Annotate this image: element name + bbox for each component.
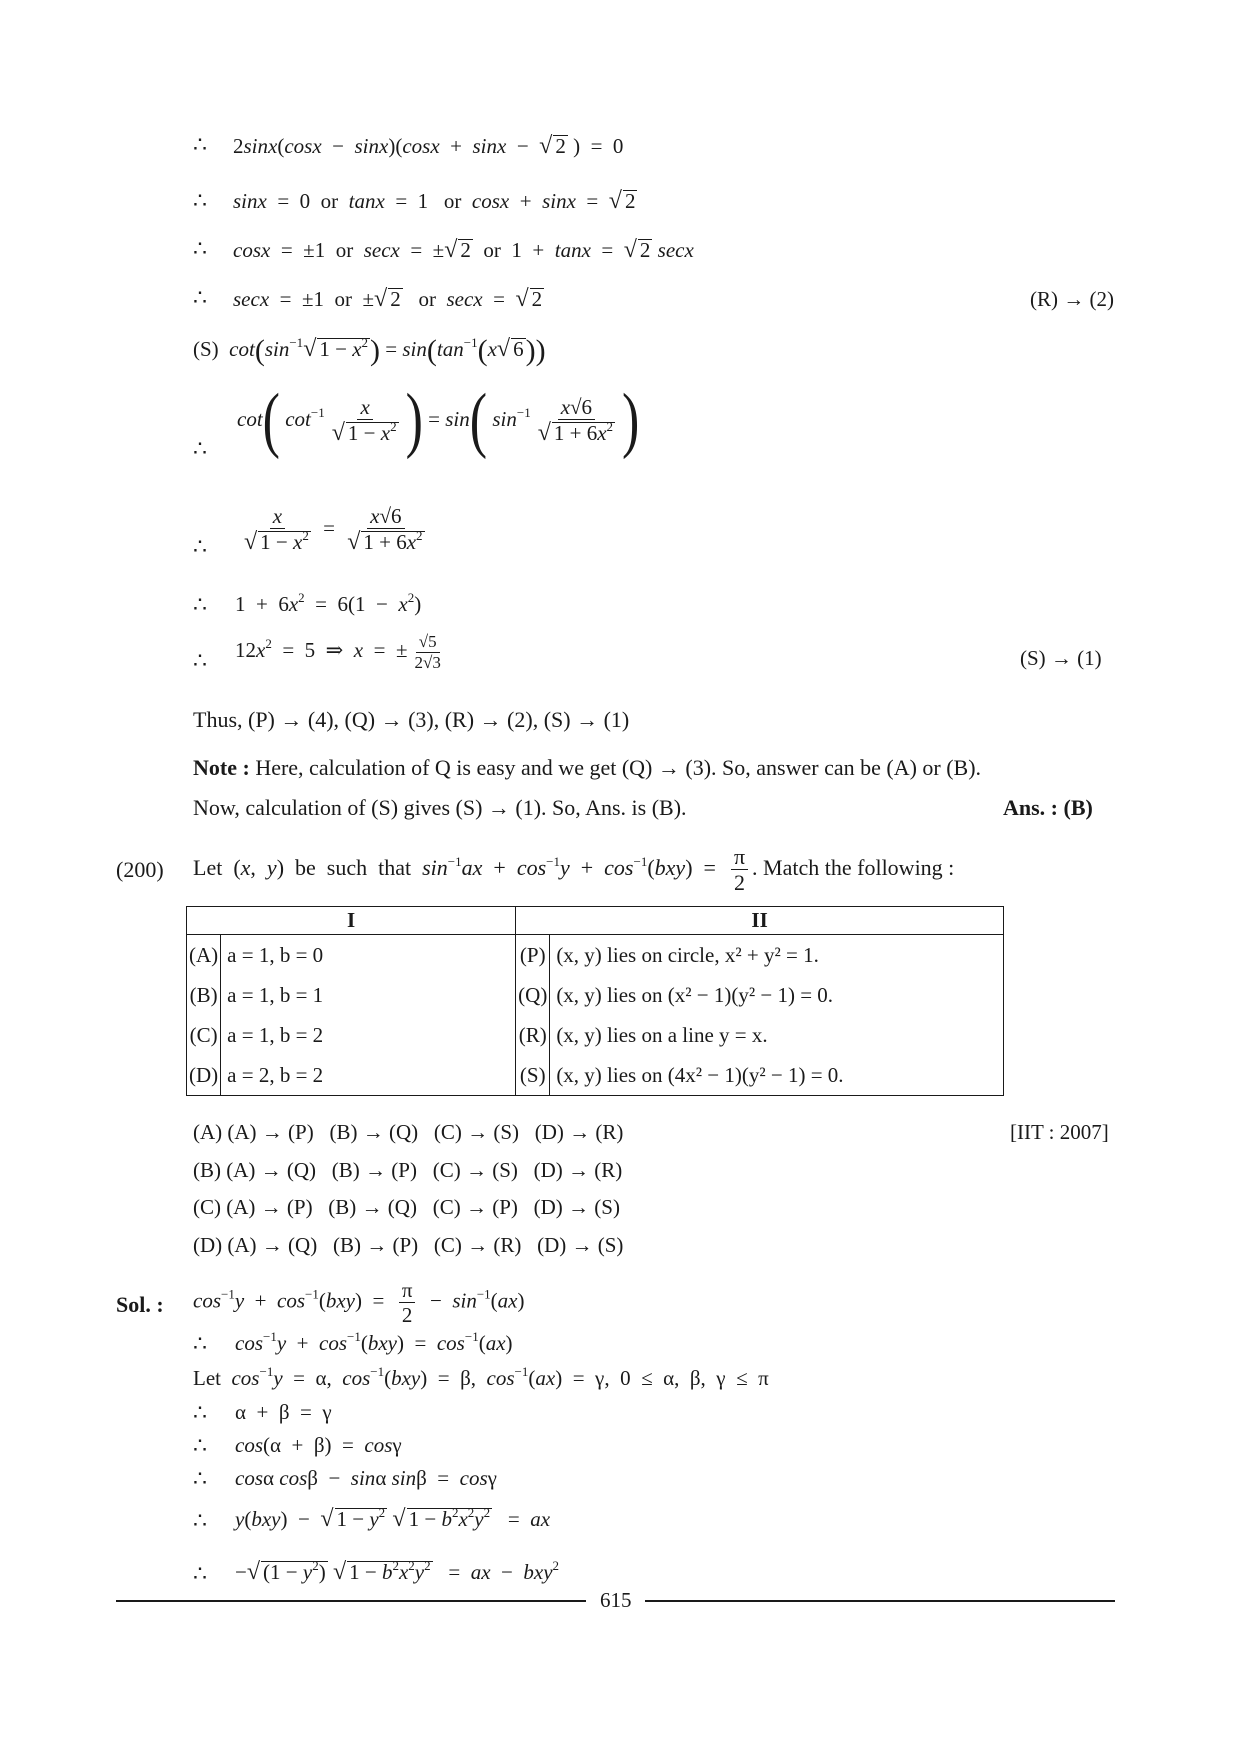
option-c: (C) (A) → (P) (B) → (Q) (C) → (P) (D) → (S): [193, 1195, 620, 1219]
list-ii-item: (x, y) lies on circle, x² + y² = 1.: [550, 935, 1004, 976]
therefore-symbol: ∴: [193, 1331, 207, 1356]
list-i-item: a = 2, b = 2: [221, 1055, 516, 1096]
note-line-1: [193, 757, 981, 779]
therefore-symbol: ∴: [193, 188, 207, 213]
list-ii-label: (Q): [516, 975, 550, 1015]
list-i-item: a = 1, b = 2: [221, 1015, 516, 1055]
therefore-symbol: ∴: [193, 436, 207, 461]
list-ii-item: (x, y) lies on (x² − 1)(y² − 1) = 0.: [550, 975, 1004, 1015]
equation-line: $12x^2 = 5$ ⇒ x = ± $\frac{√5}{2√3}$: [235, 632, 441, 672]
equation-line: cot( $\cot^{-1}$ $\frac{x}{√ 1 - x^2}$ ) = sin( $\sin^{-1}$ $\frac{x√6}{√ 1 + 6x^2}$ ): [237, 380, 640, 461]
therefore-symbol: ∴: [193, 1433, 207, 1458]
therefore-symbol: ∴: [193, 1466, 207, 1491]
equation-line: α + β = γ: [235, 1400, 332, 1424]
note-label: Note :: [193, 755, 250, 780]
question-text: Let (x, y) be such that $\sin^{-1}ax + \cos^{-1}y + \cos^{-1}(bxy)$ = $\frac{\pi}{2}$ . Match the following :: [193, 844, 955, 896]
equation-line: secx = ±1 or ±√ 2 or secx = √ 2: [233, 286, 543, 312]
therefore-symbol: ∴: [193, 534, 207, 559]
match-result-s: (S) → (1): [1020, 646, 1102, 670]
list-i-label: (D): [187, 1055, 221, 1096]
equation-line: cos(α + β) = cosγ: [235, 1433, 402, 1457]
option-a: (A) (A) → (P) (B) → (Q) (C) → (S) (D) → (R): [193, 1120, 624, 1144]
column-ii-header: II: [516, 907, 1004, 935]
equation-line: sinx = 0 or tanx = 1 or cosx + sinx = √ 2: [233, 188, 636, 214]
therefore-symbol: ∴: [193, 592, 207, 617]
list-ii-label: (P): [516, 935, 550, 976]
source-tag: [IIT : 2007]: [1010, 1120, 1109, 1144]
column-i-header: I: [187, 907, 516, 935]
therefore-symbol: ∴: [193, 1400, 207, 1425]
therefore-symbol: ∴: [193, 1508, 207, 1533]
footer-rule-right: [645, 1600, 1115, 1602]
list-ii-label: (R): [516, 1015, 550, 1055]
thus-summary: Thus, (P) → (4), (Q) → (3), (R) → (2), (S) → (1): [193, 707, 630, 732]
footer-rule-left: [116, 1600, 586, 1602]
list-i-item: a = 1, b = 0: [221, 935, 516, 976]
page-number: 615: [600, 1588, 632, 1612]
list-i-label: (C): [187, 1015, 221, 1055]
equation-line: cosα cosβ − sinα sinβ = cosγ: [235, 1466, 497, 1490]
equation-line: −√ $(1 - y^2)$ √ $1 - b^2x^2y^2$ = ax − bxy$^2$: [235, 1558, 560, 1585]
list-ii-item: (x, y) lies on a line y = x.: [550, 1015, 1004, 1055]
list-i-item: a = 1, b = 1: [221, 975, 516, 1015]
equation-line: 2sinx(cosx − sinx)(cosx + sinx − √ 2 ) = 0: [233, 133, 624, 159]
answer-label: Ans. : (B): [1003, 795, 1093, 820]
list-i-label: (A): [187, 935, 221, 976]
therefore-symbol: ∴: [193, 1561, 207, 1586]
therefore-symbol: ∴: [193, 648, 207, 673]
list-ii-item: (x, y) lies on (4x² − 1)(y² − 1) = 0.: [550, 1055, 1004, 1096]
note-line-2: Now, calculation of (S) gives (S) → (1). So, Ans. is (B).: [193, 795, 687, 820]
equation-line: (S) $\cot(\sin^{-1}√$ $1 - x^2) = \sin(\tan^{-1}(x√$ 6)): [193, 334, 546, 368]
match-result-r: (R) → (2): [1030, 287, 1114, 311]
question-number: (200): [116, 857, 164, 882]
list-ii-label: (S): [516, 1055, 550, 1096]
list-i-label: (B): [187, 975, 221, 1015]
equation-line: $\cos^{-1}y + \cos^{-1}(bxy) = \cos^{-1}(ax)$: [235, 1329, 513, 1355]
equation-line: cosx = ±1 or secx = ±√ 2 or 1 + tanx = √ 2 secx: [233, 237, 694, 263]
therefore-symbol: ∴: [193, 236, 207, 261]
question-suffix: . Match the following :: [752, 854, 955, 880]
match-table: [186, 906, 1004, 1096]
equation-line: Let $\cos^{-1}y = \alpha$, $\cos^{-1}(bxy) = \beta$, $\cos^{-1}(ax) = \gamma$, 0 ≤ α, β, γ ≤ π: [193, 1364, 769, 1390]
therefore-symbol: ∴: [193, 285, 207, 310]
equation-line: y(bxy) − √ $1 - y^2$ √ $1 - b^2x^2y^2$ = ax: [235, 1505, 551, 1532]
solution-label: Sol. :: [116, 1292, 164, 1317]
therefore-symbol: ∴: [193, 132, 207, 157]
note-text-1: Here, calculation of Q is easy and we get (Q) → (3). So, answer can be (A) or (B).: [255, 755, 982, 780]
equation-line: $1 + 6x^2 = 6(1 - x^2)$: [235, 590, 422, 616]
equation-line: $\cos^{-1}y + \cos^{-1}(bxy)$ = $\frac{\pi}{2}$ − $\sin^{-1}(ax)$: [193, 1278, 525, 1328]
equation-line: $\frac{x}{√ 1 - x^2}$ = $\frac{x√6}{√ 1 + 6x^2}$: [244, 504, 423, 556]
option-b: (B) (A) → (Q) (B) → (P) (C) → (S) (D) → (R): [193, 1158, 623, 1182]
option-d: (D) (A) → (Q) (B) → (P) (C) → (R) (D) → (S): [193, 1233, 624, 1257]
